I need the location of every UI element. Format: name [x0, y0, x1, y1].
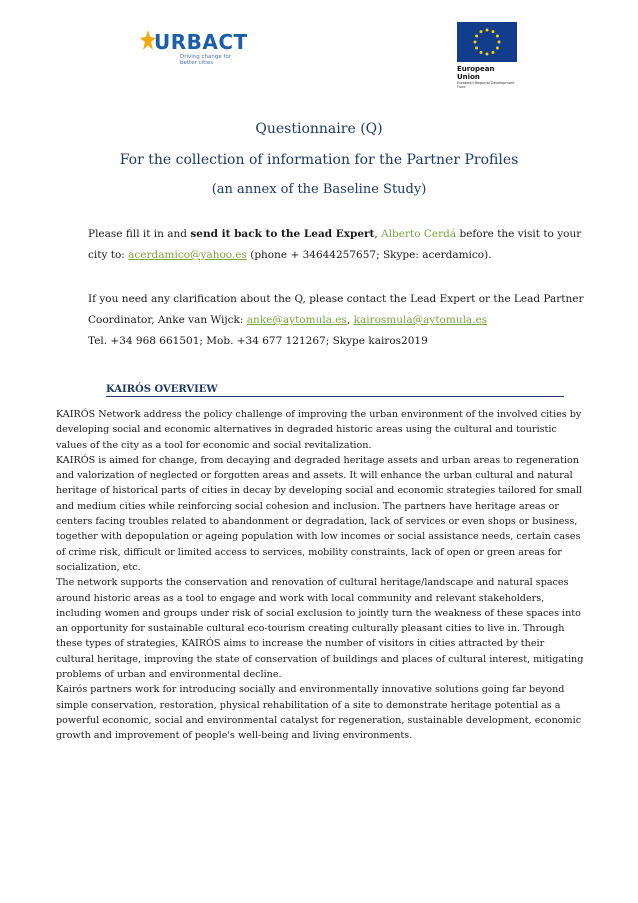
coordinator-email-link[interactable]: anke@aytomula.es [246, 314, 347, 326]
overview-paragraph: KAIRÓS is aimed for change, from decaying and degraded heritage assets and urban areas to regeneration and valorization of neglected or forgotten areas and assets. It will enhance the urban cultural and natural heritage of historical parts of cities in decay by developing social and economic strategies tailored for small and medium cities while reinforcing social cohesion and inclusion. The partners have heritage areas or centers facing troubles related to abandonment or degradation, lack of services or even shops or business, together with depopulation or ageing population with low incomes or social assistance needs, certain cases of crime risk, difficult or limited access to services, mobility constraints, lack of open or green areas for socialization, etc. [56, 454, 582, 573]
instructions-paragraph-2: If you need any clarification about the Q, please contact the Lead Expert or the Lead Partner Coordinator, Anke van Wijck: anke@aytomula.es, kairosmula@aytomula.es [88, 293, 584, 326]
eu-name: European Union [457, 65, 495, 81]
lead-expert-name: Alberto Cerdá [381, 228, 457, 240]
instructions-paragraph-1: Please fill it in and send it back to the Lead Expert, Alberto Cerdá before the visit to your city to: acerdamico@yahoo.es (phone + 34644257657; Skype: acerdamico). [88, 228, 582, 261]
eu-star-icon [496, 35, 499, 38]
page-annex-note: (an annex of the Baseline Study) [211, 182, 427, 197]
eu-star-icon [480, 30, 483, 33]
overview-heading: KAIRÓS OVERVIEW [106, 384, 564, 397]
send-back-emphasis: send it back to the Lead Expert [190, 228, 375, 240]
overview-paragraph: Kairós partners work for introducing socially and environmentally innovative solutions going far beyond simple conservation, restoration, physical rehabilitation of a site to demonstrate heritage potential as a powerful economic, social and environmental catalyst for regeneration, sustainable development, economic growth and improvement of people's well-being and living environments. [56, 684, 582, 742]
eu-star-icon [498, 41, 501, 44]
lead-expert-email-link[interactable]: acerdamico@yahoo.es [128, 249, 247, 261]
eu-star-icon [474, 41, 477, 44]
urbact-logo [140, 28, 248, 74]
eu-star-icon [486, 53, 489, 56]
urbact-wordmark: URBACT [154, 30, 248, 54]
page-subtitle: For the collection of information for the Partner Profiles [119, 152, 519, 168]
kairos-email-link[interactable]: kairosmula@aytomula.es [353, 314, 488, 326]
overview-paragraph: KAIRÓS Network address the policy challenge of improving the urban environment of the involved cities by developing social and economic alternatives in degraded historic areas using the cultural and touristic values of the city as a tool for economic and social revitalization. [56, 409, 582, 451]
page-title: Questionnaire (Q) [255, 121, 383, 137]
eu-flag-icon [457, 22, 517, 62]
eu-subtitle: European Regional Development Fund [457, 81, 515, 89]
eu-star-icon [492, 30, 495, 33]
eu-star-icon [486, 29, 489, 32]
contact-phone-line: Tel. +34 968 661501; Mob. +34 677 121267; Skype kairos2019 [88, 335, 428, 347]
eu-star-icon [475, 35, 478, 38]
urbact-tagline: Driving change for better cities [180, 54, 232, 66]
eu-star-icon [480, 51, 483, 54]
eu-star-icon [492, 51, 495, 54]
eu-logo [457, 22, 517, 89]
eu-star-icon [496, 47, 499, 50]
eu-star-icon [475, 47, 478, 50]
overview-body [56, 407, 584, 744]
overview-paragraph: The network supports the conservation and renovation of cultural heritage/landscape and natural spaces around historic areas as a tool to engage and work with local community and relevant stakeholders, including women and groups under risk of social exclusion to jointly turn the weakness of these spaces into an opportunity for sustainable cultural eco-tourism creating culturally pleasant cities to live in. Through these types of strategies, KAIRÓS aims to increase the number of visitors in cities attracted by their cultural heritage, improving the state of conservation of buildings and places of cultural interest, mitigating problems of urban and environmental decline. [56, 577, 584, 681]
